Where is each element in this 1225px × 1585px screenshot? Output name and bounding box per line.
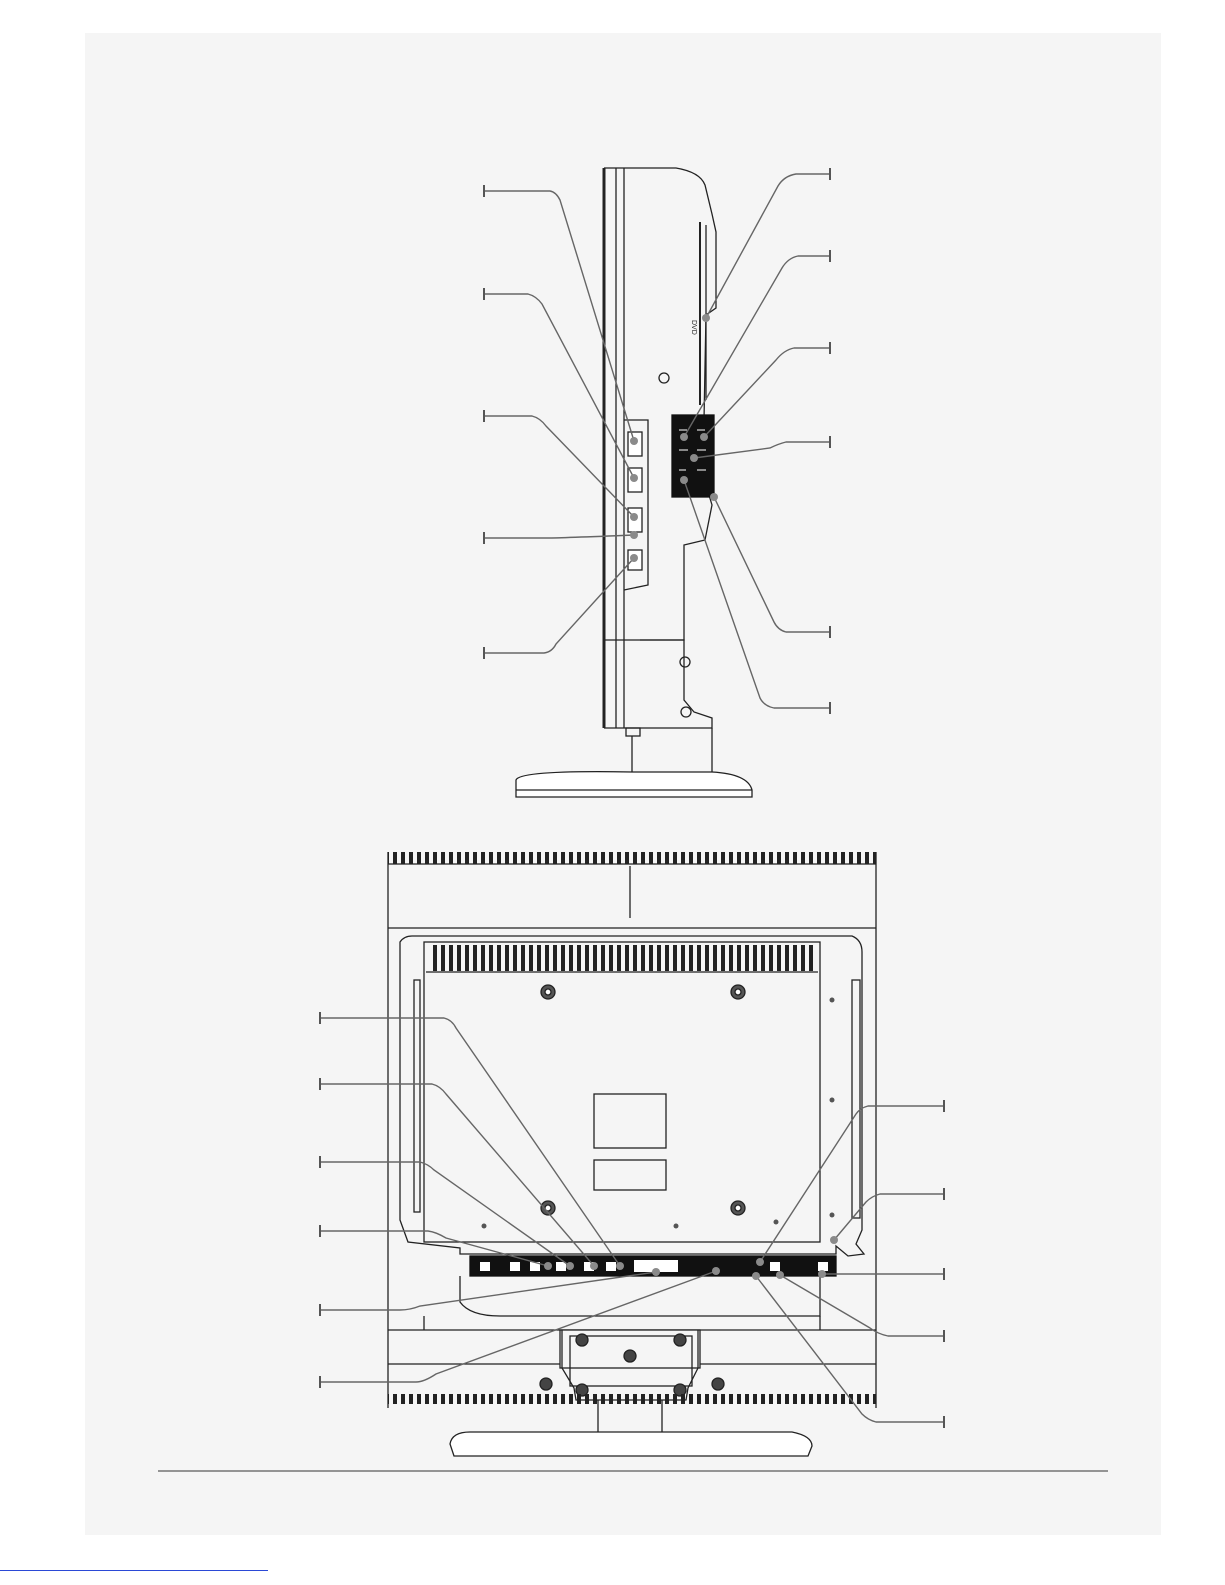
wall-mount-screws xyxy=(541,985,745,1215)
dvd-slot-label: DVD xyxy=(690,320,697,335)
side-view xyxy=(516,168,752,797)
callout-lines xyxy=(320,174,944,1422)
bottom-link-underline xyxy=(0,1570,268,1571)
side-buttons xyxy=(628,432,642,570)
